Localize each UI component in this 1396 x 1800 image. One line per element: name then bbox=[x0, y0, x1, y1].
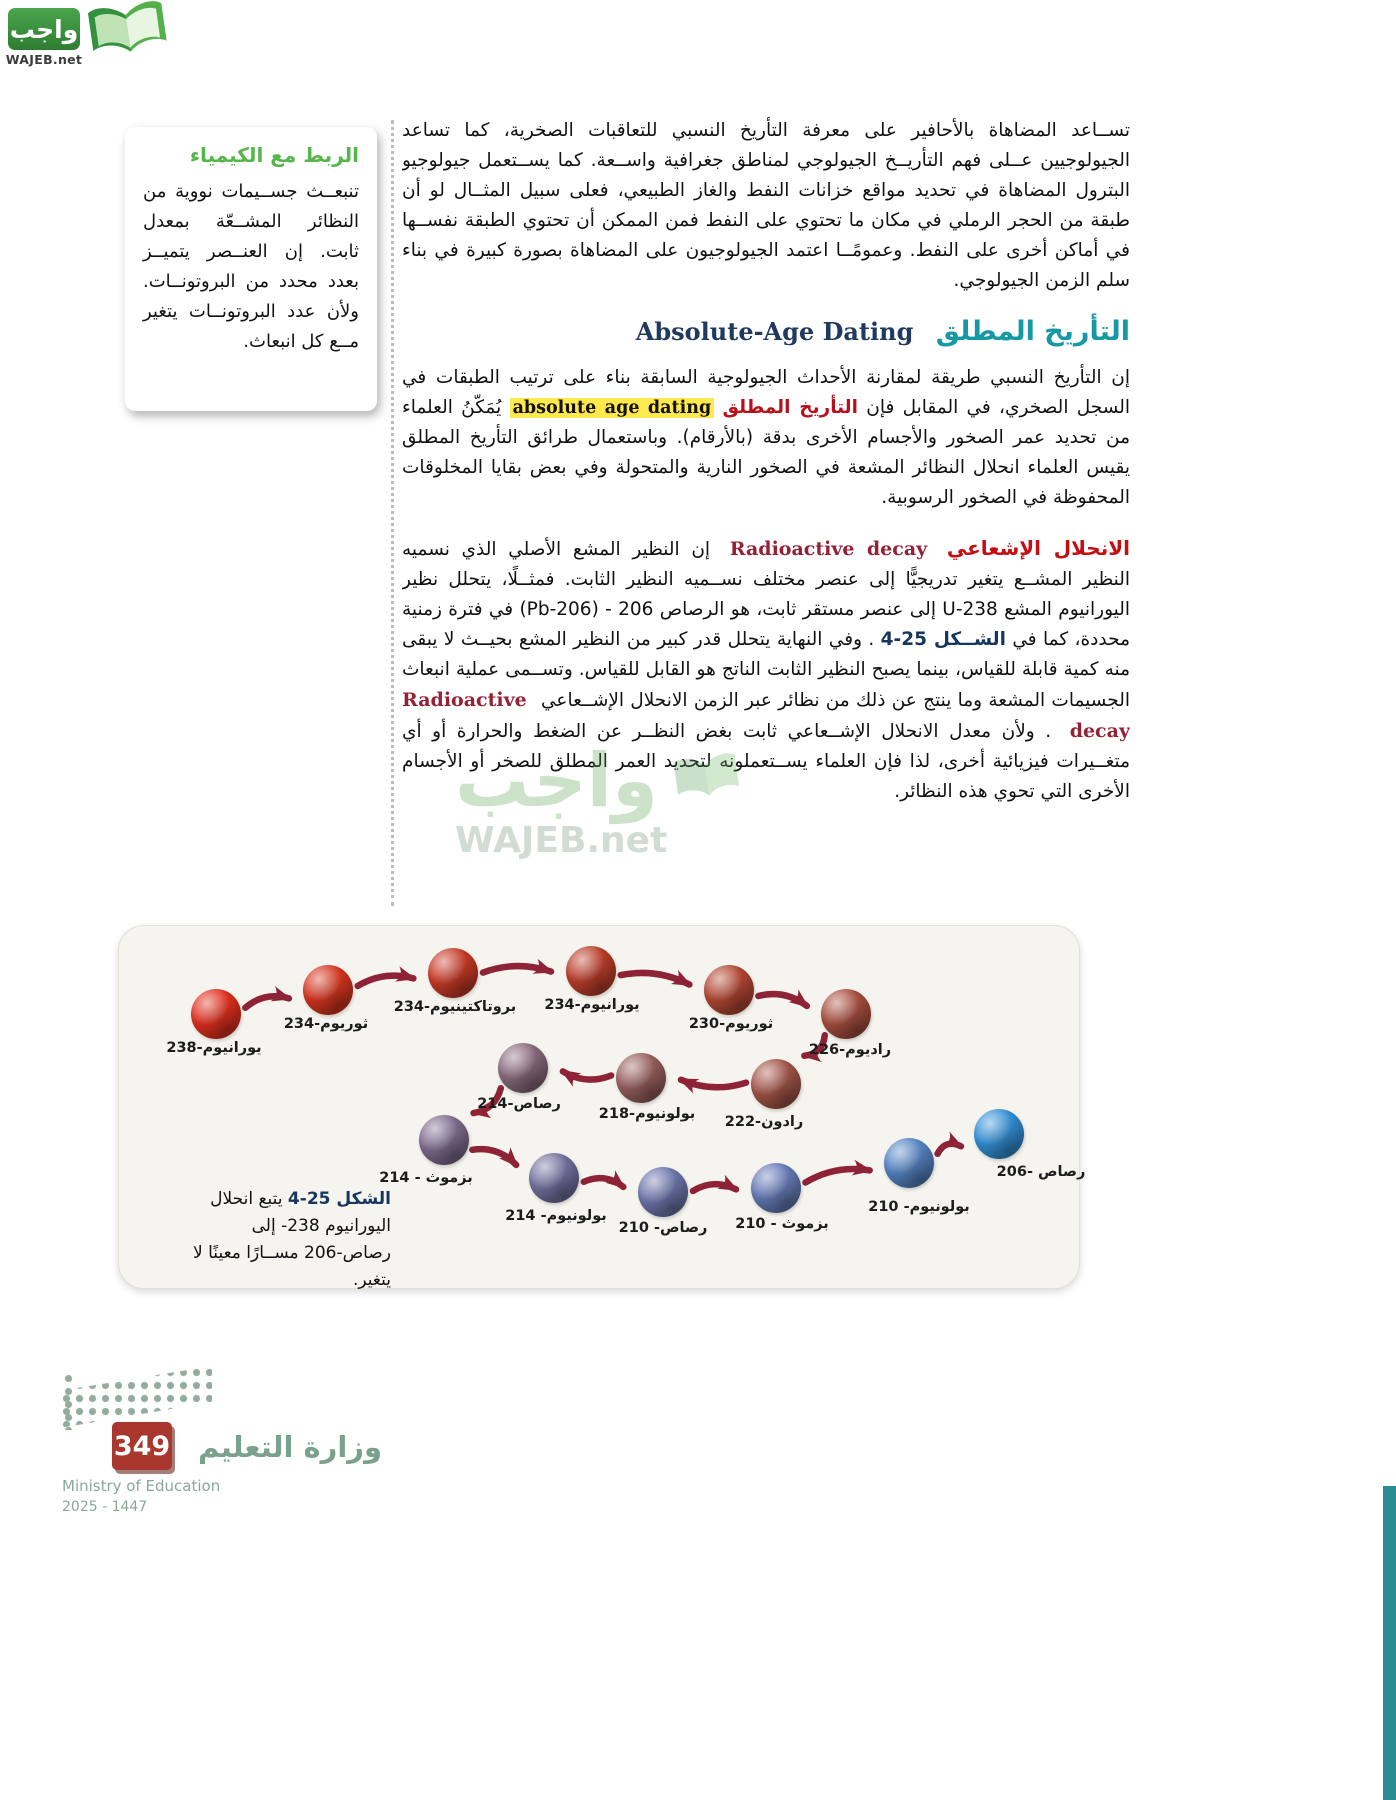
decay-chain-figure bbox=[118, 925, 1086, 1290]
watermark-arabic: واجب bbox=[455, 738, 659, 824]
isotope-label: رصاص- 210 bbox=[618, 1220, 708, 1236]
figure-caption-label: الشكل 25-4 bbox=[287, 1189, 391, 1209]
dotted-separator bbox=[391, 120, 394, 906]
wajeb-logo-arabic: واجب bbox=[9, 14, 79, 44]
page-number: 349 bbox=[113, 1430, 171, 1462]
isotope-label: بزموث - 210 bbox=[735, 1216, 829, 1232]
isotope-sphere bbox=[303, 965, 353, 1015]
main-content bbox=[402, 116, 1130, 922]
page-number-badge bbox=[112, 1422, 172, 1470]
isotope-label: بزموث - 214 bbox=[379, 1170, 473, 1186]
wajeb-book-icon bbox=[86, 0, 170, 68]
isotope-sphere bbox=[191, 989, 241, 1039]
paragraph-segment: . ولأن معدل الانحلال الإشــعاعي ثابت بغض النظــر عن الضغط والحرارة أو أي متغــيرات فيزيائية أخرى، لذا فإن العلماء يســتعملونه لتحديد العمر المطلق للصخر أو الأجسام الأخرى التي تحوي هذه النظائر. bbox=[402, 721, 1130, 802]
paragraph-segment: إن التأريخ النسبي طريقة لمقارنة الأحداث الجيولوجية السابقة بناء على ترتيب الطبقات في السجل الصخري، في المقابل فإن bbox=[402, 367, 1130, 418]
wajeb-site-label: WAJEB.net bbox=[5, 52, 83, 67]
chemistry-connection-body: تنبعــث جســيمات نووية من النظائر المشــعّة بمعدل ثابت. إن العنــصر يتميــز بعدد محدد من البروتونــات. ولأن عدد البروتونــات يتغير مــع كل انبعاث. bbox=[143, 181, 359, 352]
key-term-english-highlight: absolute age dating bbox=[510, 398, 715, 418]
isotope-label: رادون-222 bbox=[724, 1114, 804, 1130]
figure-caption bbox=[161, 1186, 391, 1294]
isotope-sphere bbox=[638, 1167, 688, 1217]
isotope-label: رصاص -206 bbox=[996, 1164, 1086, 1180]
section-heading-arabic: التأريخ المطلق bbox=[935, 316, 1130, 347]
inline-term-english: Radioactive decay bbox=[402, 689, 1130, 742]
isotope-label: ثوريوم-230 bbox=[688, 1016, 774, 1032]
paragraph-segment: إن النظير المشع الأصلي الذي نسميه النظير المشــع يتغير تدريجيًّا إلى عنصر مختلف نســميه النظير الثابت. فمثــلًا، يتحلل نظير اليورانيوم المشع U-238 إلى عنصر مستقر ثابت، هو الرصاص 206 - (Pb-206) في فترة زمنية محددة، كما في bbox=[402, 539, 1130, 650]
ministry-name-english: Ministry of Education bbox=[62, 1477, 221, 1495]
isotope-sphere bbox=[419, 1115, 469, 1165]
isotope-sphere bbox=[529, 1153, 579, 1203]
paragraph-segment: . وفي النهاية يتحلل قدر كبير من النظير المشع بحيــث لا يبقى منه كمية قابلة للقياس، بينما يصبح النظير الثابت الناتج هو القابل للقياس. وتســمى عملية انبعاث الجسيمات المشعة وما ينتج عن ذلك من نظائر عبر الزمن الانحلال الإشــعاعي bbox=[402, 629, 1130, 711]
isotope-sphere bbox=[821, 989, 871, 1039]
isotope-sphere bbox=[704, 965, 754, 1015]
figure-reference: الشــكل 25-4 bbox=[880, 629, 1006, 650]
isotope-label: بولونيوم-218 bbox=[598, 1106, 696, 1122]
isotope-sphere bbox=[751, 1163, 801, 1213]
paragraph-radioactive-decay bbox=[402, 533, 1130, 807]
wajeb-logo-badge bbox=[8, 8, 80, 50]
subheading-english: Radioactive decay bbox=[729, 538, 928, 560]
isotope-label: رصاص-214 bbox=[477, 1096, 561, 1112]
isotope-sphere bbox=[498, 1043, 548, 1093]
isotope-label: بروتاكتينيوم-234 bbox=[393, 999, 517, 1015]
isotope-label: بولونيوم- 210 bbox=[868, 1199, 970, 1215]
isotope-label: يورانيوم-238 bbox=[166, 1040, 262, 1056]
paragraph-absolute-dating bbox=[402, 363, 1130, 513]
ministry-years: 2025 - 1447 bbox=[62, 1499, 148, 1515]
isotope-label: يورانيوم-234 bbox=[544, 997, 640, 1013]
key-term-arabic: التأريخ المطلق bbox=[722, 397, 858, 418]
isotope-sphere bbox=[566, 946, 616, 996]
watermark-site: WAJEB.net bbox=[455, 820, 668, 861]
page-edge-bar bbox=[1383, 1486, 1396, 1800]
isotope-label: راديوم-226 bbox=[808, 1042, 892, 1058]
chemistry-connection-box bbox=[125, 127, 377, 411]
ministry-logo-dots bbox=[60, 1366, 212, 1428]
isotope-label: بولونيوم- 214 bbox=[505, 1208, 607, 1224]
isotope-label: ثوريوم-234 bbox=[283, 1016, 369, 1032]
paragraph-correlation: تســاعد المضاهاة بالأحافير على معرفة التأريخ النسبي للتعاقبات الصخرية، كما تساعد الجيولوجيين عــلى فهم التأريــخ الجيولوجي لمناطق جغرافية واســعة. كما يســتعمل جيولوجيو البترول المضاهاة في تحديد مواقع خزانات النفط والغاز الطبيعي، فعلى سبيل المثــال لو أن طبقة من الحجر الرملي في مكان ما تحتوي على النفط فمن الممكن أن تحتوي الطبقة نفســها في أماكن أخرى على النفط. وعمومًــا اعتمد الجيولوجيون على المضاهاة بصورة كبيرة في بناء سلم الزمن الجيولوجي. bbox=[402, 120, 1130, 291]
isotope-sphere bbox=[616, 1053, 666, 1103]
section-heading bbox=[402, 316, 1130, 347]
paragraph-segment: يُمَكّنُ العلماء من تحديد عمر الصخور والأجسام الأخرى بدقة (بالأرقام). وباستعمال طرائق التأريخ المطلق يقيس العلماء انحلال النظائر المشعة في الصخور النارية والمتحولة وفي بعض بقايا المخلوقات المحفوظة في الصخور الرسوبية. bbox=[402, 397, 1130, 508]
isotope-sphere bbox=[751, 1059, 801, 1109]
figure-caption-text: يتبع انحلال اليورانيوم 238- إلى رصاص-206 مســارًا معينًا لا يتغير. bbox=[193, 1189, 391, 1290]
ministry-logo-pole bbox=[62, 1372, 75, 1430]
ministry-name-arabic: وزارة التعليم bbox=[198, 1430, 383, 1464]
subheading-arabic: الانحلال الإشعاعي bbox=[946, 536, 1130, 560]
isotope-sphere bbox=[884, 1138, 934, 1188]
section-heading-english: Absolute-Age Dating bbox=[635, 317, 914, 346]
chemistry-connection-title: الربط مع الكيمياء bbox=[189, 143, 359, 167]
isotope-sphere bbox=[974, 1109, 1024, 1159]
isotope-sphere bbox=[428, 948, 478, 998]
